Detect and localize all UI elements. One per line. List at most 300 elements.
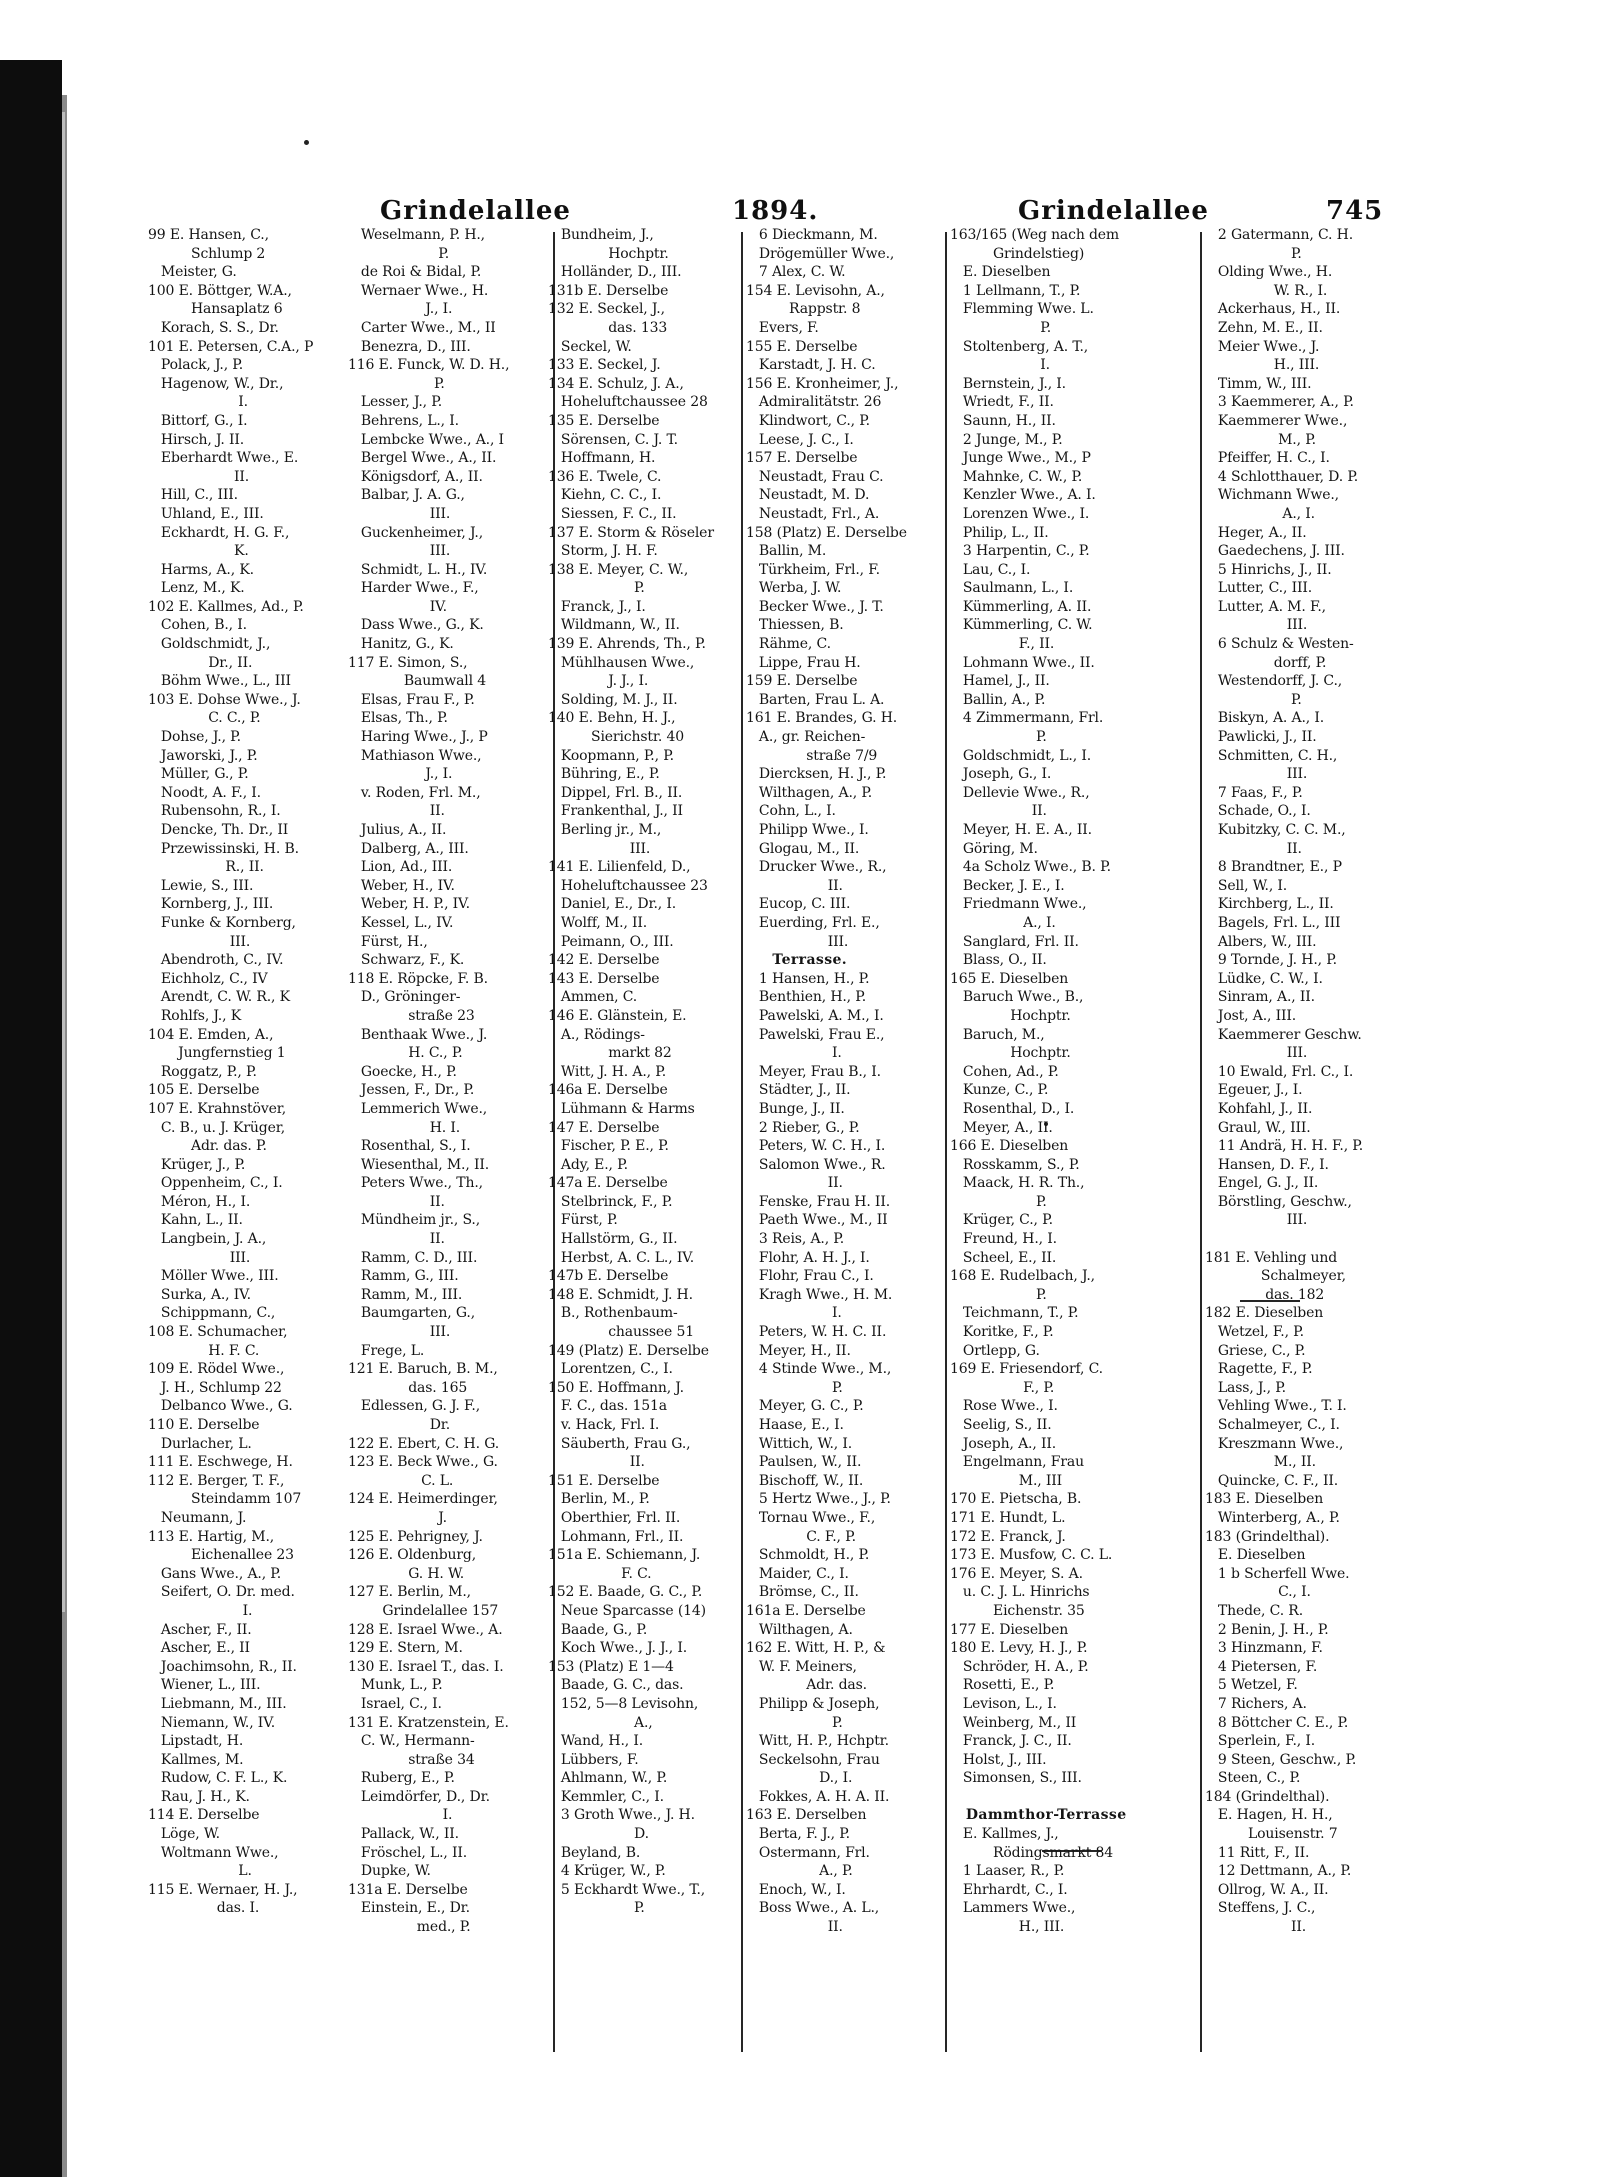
- directory-entry-line: II.: [1205, 840, 1302, 857]
- directory-entry-line: 4 Pietersen, F.: [1205, 1658, 1318, 1675]
- directory-entry-line: II.: [1205, 1919, 1307, 1936]
- directory-entry-line: 3 Groth Wwe., J. H.: [548, 1807, 695, 1824]
- directory-entry-line: H., III.: [1205, 357, 1320, 374]
- directory-entry-line: Rose Wwe., I.: [950, 1398, 1058, 1415]
- directory-entry-line: 6 Dieckmann, M.: [746, 227, 878, 243]
- directory-entry-line: Brömse, C., II.: [746, 1584, 859, 1601]
- directory-entry-line: III.: [148, 933, 251, 950]
- directory-entry-line: Lippe, Frau H.: [746, 654, 861, 671]
- directory-entry-line: Rödingsmarkt 84: [950, 1844, 1114, 1861]
- directory-entry-line: Frege, L.: [348, 1342, 425, 1359]
- directory-entry-line: 4 Krüger, W., P.: [548, 1863, 666, 1880]
- directory-entry-line: III.: [548, 840, 651, 857]
- directory-entry-line: Goldschmidt, L., I.: [950, 747, 1092, 764]
- directory-entry-line: Seelig, S., II.: [950, 1417, 1052, 1433]
- directory-entry-line: 131a E. Derselbe: [348, 1881, 468, 1898]
- directory-entry-line: Fokkes, A. H. A. II.: [746, 1788, 890, 1805]
- directory-entry-line: Dohse, J., P.: [148, 729, 241, 746]
- directory-entry-line: 1 b Scherfell Wwe.: [1205, 1565, 1350, 1582]
- directory-entry-line: Wriedt, F., II.: [950, 394, 1054, 411]
- directory-entry-line: Lass, J., P.: [1205, 1379, 1286, 1396]
- directory-entry-line: Peters Wwe., Th.,: [348, 1175, 483, 1192]
- directory-entry-line: Kallmes, M.: [148, 1751, 244, 1768]
- directory-entry-line: Olding Wwe., H.: [1205, 264, 1333, 281]
- directory-entry-line: 110 E. Derselbe: [148, 1417, 260, 1433]
- directory-entry-line: Schalmeyer, C., I.: [1205, 1417, 1340, 1433]
- directory-entry-line: Kornberg, J., III.: [148, 896, 274, 913]
- directory-entry-line: 7 Alex, C. W.: [746, 264, 846, 281]
- directory-column-6: [1205, 226, 1415, 2071]
- directory-entry-line: 135 E. Derselbe: [548, 412, 660, 429]
- directory-entry-line: Pawelski, A. M., I.: [746, 1007, 884, 1024]
- directory-entry-line: II.: [348, 1193, 445, 1210]
- directory-entry-line: III.: [1205, 617, 1308, 634]
- directory-entry-line: H. I.: [348, 1119, 461, 1136]
- directory-entry-line: P.: [548, 1900, 645, 1917]
- directory-entry-line: 152, 5—8 Levisohn,: [548, 1695, 699, 1712]
- directory-entry-line: Philipp & Joseph,: [746, 1695, 880, 1712]
- directory-entry-line: [950, 1788, 1198, 1807]
- directory-entry-line: J., I.: [348, 301, 453, 318]
- directory-entry-line: Baruch Wwe., B.,: [950, 989, 1084, 1006]
- directory-entry-line: E. Kallmes, J.,: [950, 1826, 1059, 1843]
- directory-entry-line: 7 Richers, A.: [1205, 1695, 1307, 1712]
- directory-entry-line: I.: [950, 357, 1050, 374]
- directory-entry-line: 163/165 (Weg nach dem: [950, 227, 1120, 243]
- directory-entry-line: Paulsen, W., II.: [746, 1454, 862, 1471]
- directory-entry-line: Dr., II.: [148, 654, 253, 671]
- directory-entry-line: 181 E. Vehling und: [1205, 1249, 1338, 1266]
- directory-entry-line: Wiesenthal, M., II.: [348, 1156, 490, 1173]
- directory-entry-line: D., Gröninger-: [348, 989, 461, 1006]
- directory-entry-line: A.,: [548, 1714, 653, 1731]
- directory-entry-line: 2 Benin, J. H., P.: [1205, 1621, 1329, 1638]
- directory-entry-line: Kümmerling, C. W.: [950, 617, 1093, 634]
- directory-entry-line: Oberthier, Frl. II.: [548, 1509, 681, 1526]
- directory-entry-line: Hirsch, J. II.: [148, 431, 245, 448]
- directory-entry-line: 147b E. Derselbe: [548, 1268, 669, 1285]
- directory-entry-line: Baade, G., P.: [548, 1621, 648, 1638]
- directory-entry-line: 5 Eckhardt Wwe., T.,: [548, 1881, 706, 1898]
- directory-entry-line: Pfeiffer, H. C., I.: [1205, 450, 1330, 467]
- directory-entry-line: 11 Andrä, H. H. F., P.: [1205, 1138, 1364, 1155]
- directory-entry-line: 1 Laaser, R., P.: [950, 1863, 1065, 1880]
- directory-entry-line: 125 E. Pehrigney, J.: [348, 1528, 483, 1545]
- directory-entry-line: Sell, W., I.: [1205, 877, 1288, 894]
- column-rule: [1200, 232, 1202, 2052]
- directory-entry-line: Enoch, W., I.: [746, 1881, 846, 1898]
- directory-entry-line: Ortlepp, G.: [950, 1342, 1040, 1359]
- directory-entry-line: Dammthor-Terrasse: [950, 1807, 1127, 1824]
- directory-entry-line: Euerding, Frl. E.,: [746, 914, 880, 931]
- directory-entry-line: P.: [746, 1379, 843, 1396]
- directory-entry-line: Peters, W. H. C. II.: [746, 1324, 887, 1341]
- directory-entry-line: I.: [148, 1602, 253, 1619]
- directory-entry-line: Ahlmann, W., P.: [548, 1770, 668, 1787]
- directory-entry-line: E. Dieselben: [950, 264, 1051, 281]
- directory-entry-line: Rosenthal, D., I.: [950, 1100, 1075, 1117]
- directory-entry-line: straße 7/9: [746, 747, 878, 764]
- directory-entry-line: Thede, C. R.: [1205, 1602, 1303, 1619]
- directory-entry-line: 2 Gatermann, C. H.: [1205, 227, 1354, 243]
- directory-entry-line: 114 E. Derselbe: [148, 1807, 260, 1824]
- directory-entry-line: Kunze, C., P.: [950, 1082, 1049, 1099]
- directory-entry-line: Krüger, C., P.: [950, 1212, 1053, 1229]
- directory-entry-line: v. Roden, Frl. M.,: [348, 784, 481, 801]
- directory-entry-line: 168 E. Rudelbach, J.,: [950, 1268, 1095, 1285]
- directory-entry-line: Baade, G. C., das.: [548, 1677, 684, 1694]
- directory-entry-line: 8 Brandtner, E., P: [1205, 859, 1342, 876]
- directory-entry-line: 3 Kaemmerer, A., P.: [1205, 394, 1354, 411]
- directory-entry-line: Schalmeyer,: [1205, 1268, 1346, 1285]
- directory-entry-line: P.: [348, 245, 450, 262]
- directory-entry-line: M., III: [950, 1472, 1063, 1489]
- directory-entry-line: Korach, S. S., Dr.: [148, 319, 279, 336]
- directory-entry-line: 128 E. Israel Wwe., A.: [348, 1621, 503, 1638]
- directory-entry-line: Werba, J. W.: [746, 580, 842, 597]
- directory-entry-line: 169 E. Friesendorf, C.: [950, 1361, 1103, 1378]
- directory-entry-line: 149 (Platz) E. Derselbe: [548, 1342, 709, 1359]
- directory-entry-line: III.: [1205, 1045, 1308, 1062]
- directory-entry-line: Heger, A., II.: [1205, 524, 1307, 541]
- directory-entry-line: P.: [1205, 245, 1302, 262]
- directory-entry-line: Frankenthal, J., II: [548, 803, 683, 820]
- directory-entry-line: Lesser, J., P.: [348, 394, 443, 411]
- directory-entry-line: III.: [1205, 1212, 1308, 1229]
- directory-entry-line: Kragh Wwe., H. M.: [746, 1286, 893, 1303]
- directory-entry-line: F. C., das. 151a: [548, 1398, 667, 1415]
- directory-entry-line: Kemmler, C., I.: [548, 1788, 664, 1805]
- directory-entry-line: Witt, H. P., Hchptr.: [746, 1733, 889, 1750]
- directory-entry-line: 4 Stinde Wwe., M.,: [746, 1361, 892, 1378]
- directory-entry-line: H. F. C.: [148, 1342, 260, 1359]
- directory-entry-line: II.: [950, 803, 1047, 820]
- directory-entry-line: Fenske, Frau H. II.: [746, 1193, 890, 1210]
- directory-entry-line: G. H. W.: [348, 1565, 465, 1582]
- directory-entry-line: 170 E. Pietscha, B.: [950, 1491, 1082, 1508]
- directory-entry-line: J. J., I.: [548, 673, 649, 690]
- directory-entry-line: Peimann, O., III.: [548, 933, 674, 950]
- directory-entry-line: 8 Böttcher C. E., P.: [1205, 1714, 1349, 1731]
- directory-entry-line: Holländer, D., III.: [548, 264, 682, 281]
- directory-entry-line: 177 E. Dieselben: [950, 1621, 1069, 1638]
- directory-entry-line: 103 E. Dohse Wwe., J.: [148, 691, 301, 708]
- directory-entry-line: Solding, M. J., II.: [548, 691, 678, 708]
- directory-entry-line: 140 E. Behn, H. J.,: [548, 710, 676, 727]
- directory-entry-line: Benezra, D., III.: [348, 338, 471, 355]
- directory-entry-line: Vehling Wwe., T. I.: [1205, 1398, 1347, 1415]
- directory-entry-line: Eichenallee 23: [148, 1547, 294, 1564]
- directory-entry-line: Baumgarten, G.,: [348, 1305, 475, 1322]
- directory-entry-line: Kenzler Wwe., A. I.: [950, 487, 1096, 504]
- directory-entry-line: Wittich, W., I.: [746, 1435, 853, 1452]
- directory-entry-line: 163 E. Derselben: [746, 1807, 867, 1824]
- directory-entry-line: 156 E. Kronheimer, J.,: [746, 375, 899, 392]
- directory-entry-line: P.: [950, 1286, 1047, 1303]
- page-fold: [62, 112, 65, 1612]
- directory-entry-line: Meier Wwe., J.: [1205, 338, 1320, 355]
- directory-entry-line: Funke & Kornberg,: [148, 914, 296, 931]
- directory-entry-line: Wilthagen, A., P.: [746, 784, 873, 801]
- directory-entry-line: Mathiason Wwe.,: [348, 747, 482, 764]
- directory-entry-line: A., I.: [950, 914, 1056, 931]
- directory-entry-line: 6 Schulz & Westen-: [1205, 636, 1354, 653]
- directory-entry-line: 151 E. Derselbe: [548, 1472, 660, 1489]
- directory-entry-line: Oppenheim, C., I.: [148, 1175, 283, 1192]
- directory-entry-line: Müller, G., P.: [148, 766, 249, 783]
- directory-entry-line: 148 E. Schmidt, J. H.: [548, 1286, 693, 1303]
- directory-entry-line: de Roi & Bidal, P.: [348, 264, 482, 281]
- directory-entry-line: Dellevie Wwe., R.,: [950, 784, 1090, 801]
- directory-entry-line: 3 Hinzmann, F.: [1205, 1640, 1323, 1657]
- directory-entry-line: R., II.: [148, 859, 264, 876]
- directory-entry-line: Hoheluftchaussee 28: [548, 394, 708, 411]
- directory-entry-line: Drucker Wwe., R.,: [746, 859, 887, 876]
- directory-entry-line: Stelbrinck, F., P.: [548, 1193, 673, 1210]
- directory-entry-line: 4 Zimmermann, Frl.: [950, 710, 1104, 727]
- directory-entry-line: D.: [548, 1826, 649, 1843]
- directory-entry-line: Berta, F. J., P.: [746, 1826, 850, 1843]
- directory-entry-line: Rappstr. 8: [746, 301, 861, 318]
- directory-entry-line: Mahnke, C. W., P.: [950, 468, 1083, 485]
- directory-entry-line: 127 E. Berlin, M.,: [348, 1584, 471, 1601]
- directory-entry-line: Herbst, A. C. L., IV.: [548, 1249, 695, 1266]
- directory-entry-line: Kiehn, C. C., I.: [548, 487, 662, 504]
- directory-entry-line: Eichholz, C., IV: [148, 970, 268, 987]
- directory-entry-line: Schmitten, C. H.,: [1205, 747, 1338, 764]
- directory-entry-line: Roggatz, P., P.: [148, 1063, 257, 1080]
- directory-entry-line: Lewie, S., III.: [148, 877, 254, 894]
- directory-entry-line: Berling jr., M.,: [548, 822, 662, 838]
- directory-entry-line: Fürst, H.,: [348, 933, 428, 950]
- directory-entry-line: 100 E. Böttger, W.A.,: [148, 282, 292, 299]
- directory-entry-line: Rudow, C. F. L., K.: [148, 1770, 288, 1787]
- directory-entry-line: Elsas, Th., P.: [348, 710, 448, 727]
- directory-entry-line: Wolff, M., II.: [548, 914, 648, 931]
- directory-entry-line: Neumann, J.: [148, 1509, 247, 1526]
- directory-entry-line: Lutter, C., III.: [1205, 580, 1313, 597]
- directory-entry-line: Eckhardt, H. G. F.,: [148, 524, 290, 541]
- directory-entry-line: Langbein, J. A.,: [148, 1231, 267, 1248]
- directory-entry-line: Lipstadt, H.: [148, 1733, 244, 1750]
- column-rule: [945, 232, 947, 2052]
- directory-entry-line: Meyer, G. C., P.: [746, 1398, 864, 1415]
- directory-entry-line: Sörensen, C. J. T.: [548, 431, 678, 448]
- directory-entry-line: Rosetti, E., P.: [950, 1677, 1055, 1694]
- directory-entry-line: u. C. J. L. Hinrichs: [950, 1584, 1090, 1601]
- directory-entry-line: Pawlicki, J., II.: [1205, 729, 1317, 746]
- directory-entry-line: Börstling, Geschw.,: [1205, 1193, 1352, 1210]
- directory-entry-line: Blass, O., II.: [950, 952, 1047, 969]
- directory-entry-line: Julius, A., II.: [348, 822, 447, 838]
- directory-entry-line: 9 Steen, Geschw., P.: [1205, 1751, 1357, 1768]
- directory-entry-line: 4 Schlotthauer, D. P.: [1205, 468, 1359, 485]
- directory-entry-line: 117 E. Simon, S.,: [348, 654, 468, 671]
- directory-entry-line: 157 E. Derselbe: [746, 450, 858, 467]
- directory-entry-line: Glogau, M., II.: [746, 840, 860, 857]
- directory-entry-line: Bagels, Frl. L., III: [1205, 914, 1341, 931]
- directory-entry-line: III.: [148, 1249, 251, 1266]
- directory-entry-line: Behrens, L., I.: [348, 412, 459, 429]
- column-rule: [741, 232, 743, 2052]
- directory-entry-line: 150 E. Hoffmann, J.: [548, 1379, 684, 1396]
- directory-entry-line: 161a E. Derselbe: [746, 1602, 866, 1619]
- directory-entry-line: Ady, E., P.: [548, 1156, 628, 1173]
- directory-entry-line: Drögemüller Wwe.,: [746, 245, 895, 262]
- directory-entry-line: I.: [348, 1807, 453, 1824]
- directory-entry-line: Ballin, M.: [746, 543, 827, 560]
- directory-entry-line: A., P.: [746, 1863, 853, 1880]
- directory-entry-line: Lammers Wwe.,: [950, 1900, 1076, 1917]
- directory-entry-line: Holst, J., III.: [950, 1751, 1047, 1768]
- directory-entry-line: Koch Wwe., J. J., I.: [548, 1640, 688, 1657]
- directory-entry-line: C. C., P.: [148, 710, 261, 727]
- directory-entry-line: 5 Wetzel, F.: [1205, 1677, 1298, 1694]
- directory-entry-line: Hansaplatz 6: [148, 301, 283, 318]
- directory-entry-line: Benthaak Wwe., J.: [348, 1026, 488, 1043]
- directory-entry-line: III.: [746, 933, 849, 950]
- directory-entry-line: Kubitzky, C. C. M.,: [1205, 822, 1346, 838]
- directory-entry-line: P.: [950, 319, 1052, 336]
- directory-entry-line: IV.: [348, 598, 447, 615]
- directory-entry-line: 12 Dettmann, A., P.: [1205, 1863, 1352, 1880]
- directory-entry-line: Göring, M.: [950, 840, 1038, 857]
- directory-entry-line: 118 E. Röpcke, F. B.: [348, 970, 488, 987]
- directory-entry-line: Hochptr.: [950, 1007, 1071, 1024]
- directory-entry-line: 122 E. Ebert, C. H. G.: [348, 1435, 500, 1452]
- directory-entry-line: Meyer, Frau B., I.: [746, 1063, 881, 1080]
- directory-column-3: [548, 226, 740, 2071]
- directory-entry-line: Jost, A., III.: [1205, 1007, 1297, 1024]
- directory-entry-line: Fürst, P.: [548, 1212, 618, 1229]
- directory-entry-line: 108 E. Schumacher,: [148, 1324, 288, 1341]
- directory-entry-line: II.: [148, 468, 250, 485]
- directory-entry-line: Noodt, A. F., I.: [148, 784, 261, 801]
- directory-entry-line: Maider, C., I.: [746, 1565, 849, 1582]
- directory-entry-line: Balbar, J. A. G.,: [348, 487, 465, 504]
- directory-entry-line: Lüdke, C. W., I.: [1205, 970, 1323, 987]
- directory-entry-line: Lutter, A. M. F.,: [1205, 598, 1326, 615]
- directory-entry-line: F., II.: [950, 636, 1055, 653]
- directory-entry-line: Lau, C., I.: [950, 561, 1031, 578]
- directory-entry-line: 161 E. Brandes, G. H.: [746, 710, 898, 727]
- directory-entry-line: Ammen, C.: [548, 989, 638, 1006]
- directory-entry-line: 165 E. Dieselben: [950, 970, 1069, 987]
- directory-entry-line: Neue Sparcasse (14): [548, 1602, 706, 1619]
- directory-entry-line: straße 23: [348, 1007, 475, 1024]
- directory-entry-line: Dass Wwe., G., K.: [348, 617, 484, 634]
- directory-entry-line: Winterberg, A., P.: [1205, 1509, 1340, 1526]
- directory-entry-line: J.: [348, 1509, 447, 1526]
- directory-entry-line: Schade, O., I.: [1205, 803, 1311, 820]
- directory-entry-line: Hoheluftchaussee 23: [548, 877, 708, 894]
- directory-entry-line: Graul, W., III.: [1205, 1119, 1311, 1136]
- directory-entry-line: Baumwall 4: [348, 673, 486, 690]
- directory-entry-line: Meyer, A., II.: [950, 1119, 1053, 1136]
- directory-entry-line: Simonsen, S., III.: [950, 1770, 1082, 1787]
- directory-entry-line: Grindelallee 157: [348, 1602, 499, 1619]
- directory-entry-line: C. W., Hermann-: [348, 1733, 475, 1750]
- directory-entry-line: Bühring, E., P.: [548, 766, 660, 783]
- directory-entry-line: Kümmerling, A. II.: [950, 598, 1092, 615]
- directory-entry-line: III.: [1205, 766, 1308, 783]
- directory-entry-line: Israel, C., I.: [348, 1695, 442, 1712]
- directory-entry-line: Schippmann, C.,: [148, 1305, 276, 1322]
- directory-entry-line: 184 (Grindelthal).: [1205, 1788, 1330, 1805]
- directory-entry-line: Quincke, C. F., II.: [1205, 1472, 1339, 1489]
- directory-entry-line: II.: [548, 1454, 645, 1471]
- directory-entry-line: Mündheim jr., S.,: [348, 1212, 481, 1229]
- directory-entry-line: 172 E. Franck, J.: [950, 1528, 1066, 1545]
- directory-entry-line: 141 E. Lilienfeld, D.,: [548, 859, 691, 876]
- directory-entry-line: C. F., P.: [746, 1528, 856, 1545]
- directory-entry-line: Woltmann Wwe.,: [148, 1844, 279, 1861]
- directory-entry-line: W. F. Meiners,: [746, 1658, 857, 1675]
- directory-entry-line: Saunn, H., II.: [950, 412, 1056, 429]
- directory-entry-line: 155 E. Derselbe: [746, 338, 858, 355]
- directory-entry-line: III.: [348, 543, 451, 560]
- directory-entry-line: Jaworski, J., P.: [148, 747, 258, 764]
- directory-entry-line: 136 E. Twele, C.: [548, 468, 662, 485]
- directory-entry-line: Arendt, C. W. R., K: [148, 989, 290, 1006]
- directory-entry-line: Ramm, C. D., III.: [348, 1249, 478, 1266]
- directory-entry-line: 139 E. Ahrends, Th., P.: [548, 636, 706, 653]
- running-head-left: Grindelallee: [380, 196, 571, 226]
- directory-entry-line: C., I.: [1205, 1584, 1311, 1601]
- directory-entry-line: v. Hack, Frl. I.: [548, 1417, 660, 1433]
- directory-entry-line: Flemming Wwe. L.: [950, 301, 1094, 318]
- directory-entry-line: Egeuer, J., I.: [1205, 1082, 1303, 1099]
- directory-entry-line: Becker, J. E., I.: [950, 877, 1065, 894]
- directory-entry-line: Maack, H. R. Th.,: [950, 1175, 1085, 1192]
- directory-entry-line: Benthien, H., P.: [746, 989, 867, 1006]
- directory-entry-line: Uhland, E., III.: [148, 505, 264, 522]
- directory-entry-line: Lohmann Wwe., II.: [950, 654, 1095, 671]
- directory-entry-line: Timm, W., III.: [1205, 375, 1312, 392]
- directory-entry-line: J. H., Schlump 22: [148, 1379, 282, 1396]
- directory-entry-line: Carter Wwe., M., II: [348, 319, 496, 336]
- directory-entry-line: Teichmann, T., P.: [950, 1305, 1079, 1322]
- directory-entry-line: 142 E. Derselbe: [548, 952, 660, 969]
- directory-entry-line: Krüger, J., P.: [148, 1156, 246, 1173]
- directory-entry-line: Dalberg, A., III.: [348, 840, 469, 857]
- directory-entry-line: E. Hagen, H. H.,: [1205, 1807, 1333, 1824]
- directory-entry-line: W. R., I.: [1205, 282, 1328, 299]
- directory-entry-line: 3 Harpentin, C., P.: [950, 543, 1090, 560]
- directory-entry-line: Ascher, F., II.: [148, 1621, 252, 1638]
- directory-entry-line: Ollrog, W. A., II.: [1205, 1881, 1329, 1898]
- directory-entry-line: Haring Wwe., J., P: [348, 729, 488, 746]
- directory-entry-line: Engelmann, Frau: [950, 1454, 1084, 1471]
- directory-entry-line: Paeth Wwe., M., II: [746, 1212, 888, 1229]
- directory-entry-line: Bergel Wwe., A., II.: [348, 450, 497, 467]
- directory-entry-line: Pawelski, Frau E.,: [746, 1026, 885, 1043]
- directory-entry-line: markt 82: [548, 1045, 672, 1062]
- directory-entry-line: Eichenstr. 35: [950, 1602, 1085, 1619]
- directory-entry-line: 146a E. Derselbe: [548, 1082, 668, 1099]
- directory-entry-line: Biskyn, A. A., I.: [1205, 710, 1325, 727]
- directory-entry-line: Hill, C., III.: [148, 487, 238, 504]
- directory-entry-line: Philip, L., II.: [950, 524, 1049, 541]
- directory-entry-line: Bunge, J., II.: [746, 1100, 845, 1117]
- directory-entry-line: Kessel, L., IV.: [348, 914, 454, 931]
- directory-entry-line: Lübbers, F.: [548, 1751, 639, 1768]
- directory-entry-line: Seifert, O. Dr. med.: [148, 1584, 295, 1601]
- directory-entry-line: Pallack, W., II.: [348, 1826, 459, 1843]
- directory-entry-line: Ruberg, E., P.: [348, 1770, 455, 1787]
- directory-entry-line: Albers, W., III.: [1205, 933, 1317, 950]
- directory-entry-line: Dupke, W.: [348, 1863, 431, 1880]
